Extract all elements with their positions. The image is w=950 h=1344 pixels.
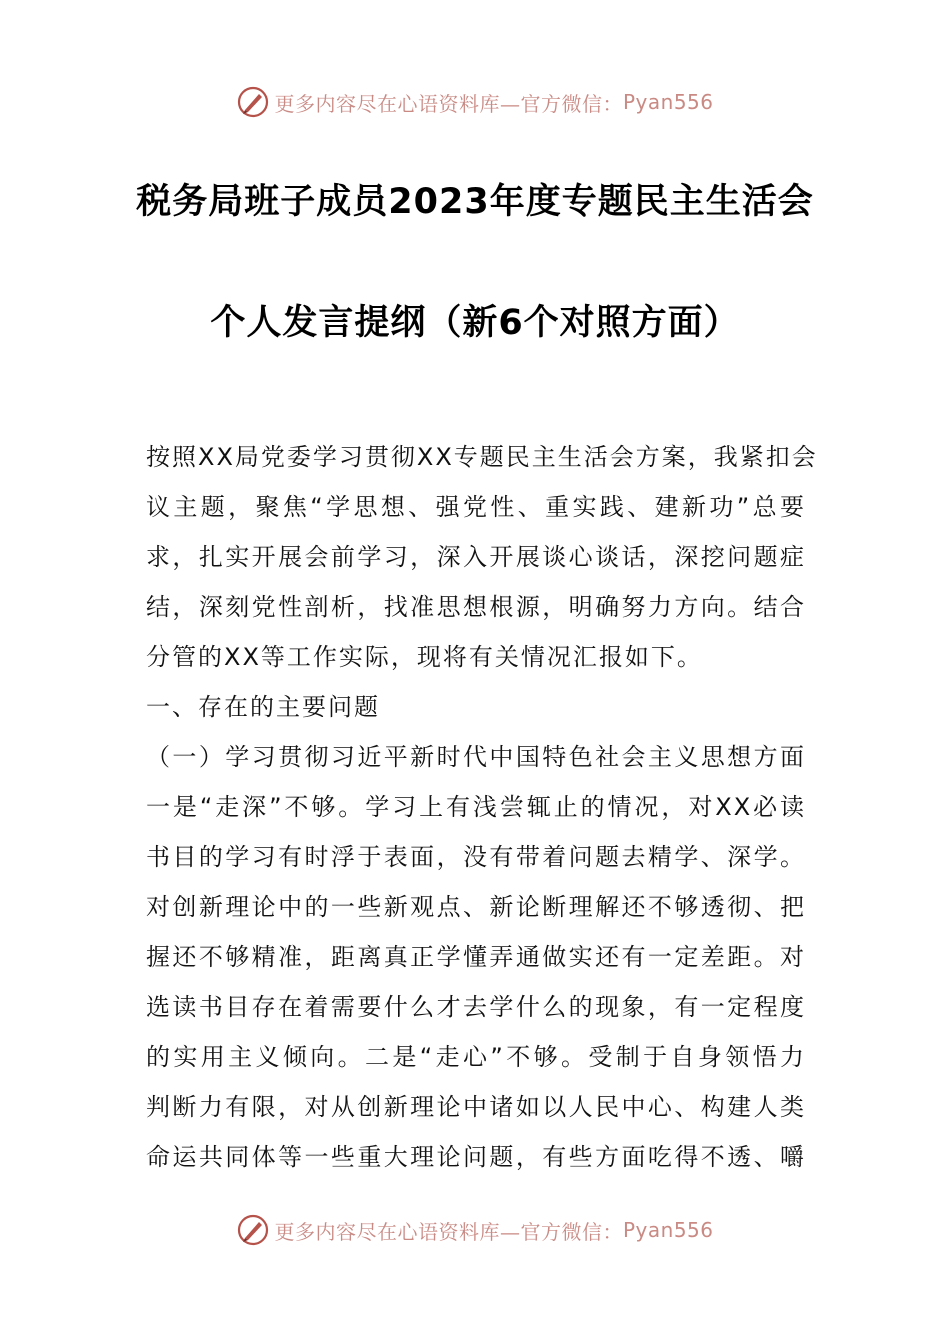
body-line: 判断力有限，对从创新理论中诸如以人民中心、构建人类: [146, 1093, 806, 1121]
watermark-text: 更多内容尽在心语资料库—官方微信：: [274, 1219, 623, 1244]
watermark-banner-top: [0, 80, 950, 124]
body-line: 命运共同体等一些重大理论问题，有些方面吃得不透、嚼: [146, 1143, 806, 1171]
body-line: 握还不够精准，距离真正学懂弄通做实还有一定差距。对: [146, 943, 806, 971]
body-line: 选读书目存在着需要什么才去学什么的现象，有一定程度: [146, 993, 806, 1021]
body-line: 按照XX局党委学习贯彻XX专题民主生活会方案，我紧扣会: [146, 443, 818, 471]
section-heading: 一、存在的主要问题: [146, 693, 380, 721]
body-line: 求，扎实开展会前学习，深入开展谈心谈话，深挖问题症: [146, 543, 806, 571]
watermark-wechat-id: Pyan556: [622, 1218, 714, 1242]
watermark-banner-bottom: [0, 1208, 950, 1252]
body-line: 分管的XX等工作实际，现将有关情况汇报如下。: [146, 643, 703, 671]
body-line: 书目的学习有时浮于表面，没有带着问题去精学、深学。: [146, 843, 806, 871]
document-title-line-2: 个人发言提纲（新6个对照方面）: [210, 303, 740, 343]
document-title-line-1: 税务局班子成员2023年度专题民主生活会: [136, 182, 814, 222]
body-line: 议主题，聚焦“学思想、强党性、重实践、建新功”总要: [146, 493, 806, 521]
body-line: 一是“走深”不够。学习上有浅尝辄止的情况，对XX必读: [146, 793, 806, 821]
document-body: [146, 432, 818, 1182]
pen-logo-icon: [236, 85, 270, 119]
pen-logo-icon: [236, 1213, 270, 1247]
watermark-text: 更多内容尽在心语资料库—官方微信：: [274, 91, 623, 116]
body-line: 的实用主义倾向。二是“走心”不够。受制于自身领悟力: [146, 1043, 806, 1071]
watermark-wechat-id: Pyan556: [622, 90, 714, 114]
body-line: 对创新理论中的一些新观点、新论断理解还不够透彻、把: [146, 893, 806, 921]
body-line: 结，深刻党性剖析，找准思想根源，明确努力方向。结合: [146, 593, 806, 621]
subsection-heading: （一）学习贯彻习近平新时代中国特色社会主义思想方面: [146, 743, 806, 771]
